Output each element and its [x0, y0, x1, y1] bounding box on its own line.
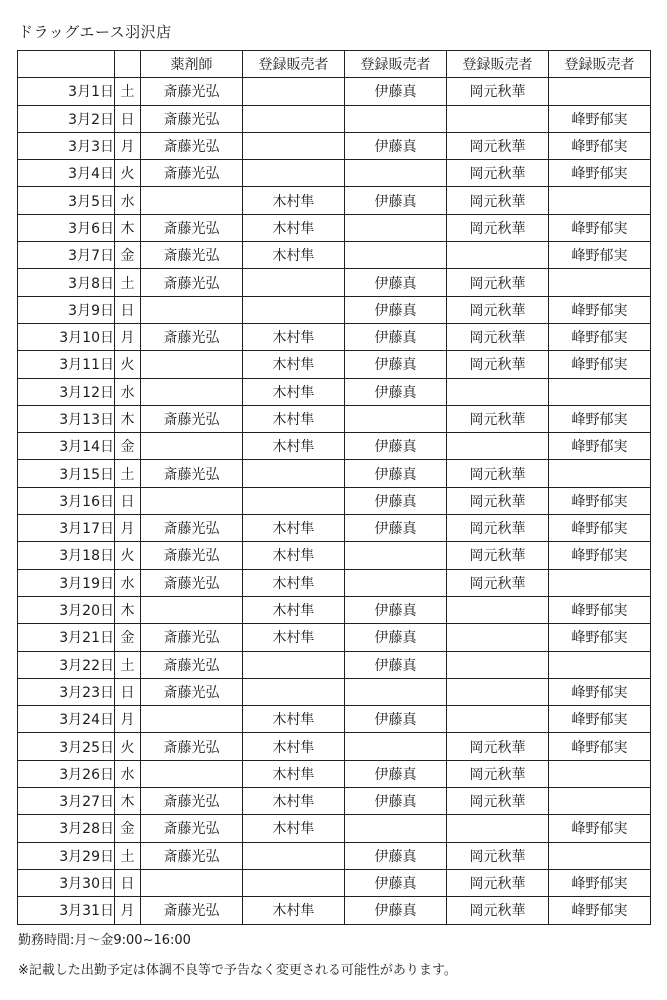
pharmacist-cell	[141, 433, 243, 460]
table-row	[18, 351, 651, 378]
table-row	[18, 596, 651, 623]
seller-2-cell: 伊藤真	[345, 651, 447, 678]
seller-1-cell: 木村隼	[243, 405, 345, 432]
seller-1-cell: 木村隼	[243, 733, 345, 760]
weekday-cell: 月	[115, 323, 141, 350]
seller-2-cell	[345, 678, 447, 705]
seller-2-cell	[345, 542, 447, 569]
weekday-cell: 月	[115, 132, 141, 159]
pharmacist-cell: 斎藤光弘	[141, 160, 243, 187]
table-row	[18, 269, 651, 296]
pharmacist-cell	[141, 296, 243, 323]
weekday-cell: 火	[115, 351, 141, 378]
seller-1-cell	[243, 78, 345, 105]
seller-3-cell: 岡元秋華	[447, 78, 549, 105]
seller-3-cell: 岡元秋華	[447, 842, 549, 869]
weekday-cell: 月	[115, 897, 141, 924]
seller-3-cell: 岡元秋華	[447, 542, 549, 569]
seller-3-cell	[447, 105, 549, 132]
date-cell: 3月23日	[18, 678, 115, 705]
notes	[18, 926, 457, 986]
pharmacist-cell: 斎藤光弘	[141, 651, 243, 678]
seller-1-cell: 木村隼	[243, 624, 345, 651]
pharmacist-cell: 斎藤光弘	[141, 323, 243, 350]
weekday-cell: 金	[115, 433, 141, 460]
date-cell: 3月18日	[18, 542, 115, 569]
seller-1-cell	[243, 651, 345, 678]
seller-4-cell: 峰野郁実	[549, 624, 651, 651]
seller-3-cell	[447, 378, 549, 405]
table-row	[18, 78, 651, 105]
seller-2-cell: 伊藤真	[345, 515, 447, 542]
table-row	[18, 515, 651, 542]
seller-4-cell: 峰野郁実	[549, 105, 651, 132]
pharmacist-cell	[141, 187, 243, 214]
seller-3-cell: 岡元秋華	[447, 897, 549, 924]
table-row	[18, 733, 651, 760]
date-cell: 3月4日	[18, 160, 115, 187]
seller-3-cell	[447, 815, 549, 842]
seller-3-cell	[447, 596, 549, 623]
pharmacist-cell: 斎藤光弘	[141, 269, 243, 296]
date-cell: 3月15日	[18, 460, 115, 487]
seller-1-cell	[243, 460, 345, 487]
seller-2-cell	[345, 569, 447, 596]
seller-3-cell: 岡元秋華	[447, 760, 549, 787]
date-cell: 3月2日	[18, 105, 115, 132]
seller-2-cell: 伊藤真	[345, 132, 447, 159]
weekday-cell: 日	[115, 105, 141, 132]
table-row	[18, 569, 651, 596]
seller-3-cell	[447, 242, 549, 269]
table-row	[18, 678, 651, 705]
weekday-cell: 月	[115, 515, 141, 542]
table-row	[18, 651, 651, 678]
seller-1-cell: 木村隼	[243, 378, 345, 405]
date-cell: 3月25日	[18, 733, 115, 760]
date-cell: 3月24日	[18, 706, 115, 733]
weekday-cell: 木	[115, 214, 141, 241]
header-registered-seller-4: 登録販売者	[549, 51, 651, 78]
disclaimer-note: ※記載した出勤予定は体調不良等で予告なく変更される可能性があります。	[18, 963, 457, 978]
seller-2-cell: 伊藤真	[345, 788, 447, 815]
table-row	[18, 706, 651, 733]
date-cell: 3月14日	[18, 433, 115, 460]
weekday-cell: 日	[115, 487, 141, 514]
table-row	[18, 296, 651, 323]
table-row	[18, 160, 651, 187]
pharmacist-cell	[141, 487, 243, 514]
header-weekday	[115, 51, 141, 78]
header-registered-seller-1: 登録販売者	[243, 51, 345, 78]
pharmacist-cell: 斎藤光弘	[141, 78, 243, 105]
seller-4-cell: 峰野郁実	[549, 869, 651, 896]
seller-1-cell	[243, 269, 345, 296]
seller-2-cell	[345, 105, 447, 132]
date-cell: 3月11日	[18, 351, 115, 378]
seller-4-cell	[549, 378, 651, 405]
seller-4-cell: 峰野郁実	[549, 296, 651, 323]
date-cell: 3月1日	[18, 78, 115, 105]
seller-4-cell: 峰野郁実	[549, 542, 651, 569]
header-registered-seller-3: 登録販売者	[447, 51, 549, 78]
weekday-cell: 水	[115, 569, 141, 596]
table-row	[18, 487, 651, 514]
date-cell: 3月5日	[18, 187, 115, 214]
seller-2-cell: 伊藤真	[345, 706, 447, 733]
weekday-cell: 火	[115, 160, 141, 187]
table-row	[18, 433, 651, 460]
working-hours-note: 勤務時間:月～金9:00~16:00	[18, 933, 191, 948]
table-row	[18, 815, 651, 842]
seller-1-cell: 木村隼	[243, 351, 345, 378]
seller-4-cell	[549, 78, 651, 105]
seller-1-cell	[243, 869, 345, 896]
seller-1-cell: 木村隼	[243, 760, 345, 787]
pharmacist-cell: 斎藤光弘	[141, 733, 243, 760]
pharmacist-cell	[141, 351, 243, 378]
seller-2-cell: 伊藤真	[345, 378, 447, 405]
weekday-cell: 水	[115, 760, 141, 787]
date-cell: 3月28日	[18, 815, 115, 842]
seller-3-cell: 岡元秋華	[447, 788, 549, 815]
seller-4-cell: 峰野郁実	[549, 132, 651, 159]
seller-3-cell: 岡元秋華	[447, 733, 549, 760]
seller-4-cell	[549, 187, 651, 214]
table-row	[18, 897, 651, 924]
date-cell: 3月6日	[18, 214, 115, 241]
seller-4-cell: 峰野郁実	[549, 733, 651, 760]
table-row	[18, 323, 651, 350]
pharmacist-cell	[141, 378, 243, 405]
date-cell: 3月3日	[18, 132, 115, 159]
staff-schedule-table	[17, 50, 651, 925]
seller-2-cell	[345, 815, 447, 842]
seller-1-cell: 木村隼	[243, 187, 345, 214]
seller-2-cell: 伊藤真	[345, 842, 447, 869]
seller-3-cell	[447, 433, 549, 460]
date-cell: 3月9日	[18, 296, 115, 323]
pharmacist-cell: 斎藤光弘	[141, 624, 243, 651]
seller-4-cell: 峰野郁実	[549, 678, 651, 705]
table-row	[18, 132, 651, 159]
seller-1-cell	[243, 487, 345, 514]
seller-2-cell: 伊藤真	[345, 323, 447, 350]
seller-2-cell	[345, 242, 447, 269]
weekday-cell: 金	[115, 624, 141, 651]
table-row	[18, 542, 651, 569]
seller-3-cell: 岡元秋華	[447, 187, 549, 214]
pharmacist-cell: 斎藤光弘	[141, 897, 243, 924]
weekday-cell: 土	[115, 269, 141, 296]
seller-3-cell: 岡元秋華	[447, 351, 549, 378]
seller-4-cell: 峰野郁実	[549, 433, 651, 460]
pharmacist-cell: 斎藤光弘	[141, 460, 243, 487]
date-cell: 3月22日	[18, 651, 115, 678]
pharmacist-cell	[141, 869, 243, 896]
date-cell: 3月12日	[18, 378, 115, 405]
pharmacist-cell: 斎藤光弘	[141, 842, 243, 869]
weekday-cell: 火	[115, 733, 141, 760]
table-row	[18, 842, 651, 869]
seller-2-cell: 伊藤真	[345, 433, 447, 460]
pharmacist-cell	[141, 596, 243, 623]
pharmacist-cell: 斎藤光弘	[141, 788, 243, 815]
weekday-cell: 土	[115, 651, 141, 678]
seller-4-cell: 峰野郁実	[549, 160, 651, 187]
seller-4-cell: 峰野郁実	[549, 897, 651, 924]
seller-4-cell: 峰野郁実	[549, 214, 651, 241]
seller-1-cell: 木村隼	[243, 323, 345, 350]
weekday-cell: 水	[115, 378, 141, 405]
seller-4-cell	[549, 569, 651, 596]
date-cell: 3月30日	[18, 869, 115, 896]
seller-2-cell: 伊藤真	[345, 596, 447, 623]
pharmacist-cell: 斎藤光弘	[141, 105, 243, 132]
table-row	[18, 378, 651, 405]
seller-3-cell	[447, 706, 549, 733]
pharmacist-cell: 斎藤光弘	[141, 542, 243, 569]
weekday-cell: 木	[115, 596, 141, 623]
pharmacist-cell	[141, 760, 243, 787]
pharmacist-cell: 斎藤光弘	[141, 515, 243, 542]
date-cell: 3月29日	[18, 842, 115, 869]
header-registered-seller-2: 登録販売者	[345, 51, 447, 78]
date-cell: 3月16日	[18, 487, 115, 514]
seller-2-cell: 伊藤真	[345, 869, 447, 896]
header-date	[18, 51, 115, 78]
seller-1-cell	[243, 842, 345, 869]
pharmacist-cell: 斎藤光弘	[141, 214, 243, 241]
date-cell: 3月31日	[18, 897, 115, 924]
seller-2-cell: 伊藤真	[345, 296, 447, 323]
seller-1-cell	[243, 132, 345, 159]
seller-4-cell	[549, 460, 651, 487]
seller-3-cell: 岡元秋華	[447, 515, 549, 542]
weekday-cell: 月	[115, 706, 141, 733]
schedule-body	[18, 78, 651, 924]
seller-4-cell	[549, 788, 651, 815]
date-cell: 3月21日	[18, 624, 115, 651]
pharmacist-cell: 斎藤光弘	[141, 569, 243, 596]
date-cell: 3月10日	[18, 323, 115, 350]
table-row	[18, 460, 651, 487]
seller-4-cell	[549, 760, 651, 787]
table-row	[18, 869, 651, 896]
seller-3-cell: 岡元秋華	[447, 487, 549, 514]
seller-4-cell: 峰野郁実	[549, 596, 651, 623]
weekday-cell: 土	[115, 460, 141, 487]
seller-3-cell	[447, 678, 549, 705]
seller-4-cell: 峰野郁実	[549, 405, 651, 432]
pharmacist-cell: 斎藤光弘	[141, 405, 243, 432]
seller-2-cell	[345, 160, 447, 187]
date-cell: 3月8日	[18, 269, 115, 296]
weekday-cell: 水	[115, 187, 141, 214]
seller-1-cell: 木村隼	[243, 242, 345, 269]
seller-1-cell	[243, 296, 345, 323]
weekday-cell: 木	[115, 405, 141, 432]
weekday-cell: 土	[115, 78, 141, 105]
seller-3-cell: 岡元秋華	[447, 405, 549, 432]
pharmacist-cell: 斎藤光弘	[141, 678, 243, 705]
header-pharmacist: 薬剤師	[141, 51, 243, 78]
seller-2-cell: 伊藤真	[345, 187, 447, 214]
seller-2-cell	[345, 733, 447, 760]
seller-4-cell: 峰野郁実	[549, 323, 651, 350]
table-row	[18, 214, 651, 241]
weekday-cell: 木	[115, 788, 141, 815]
pharmacist-cell: 斎藤光弘	[141, 132, 243, 159]
seller-1-cell: 木村隼	[243, 515, 345, 542]
seller-1-cell: 木村隼	[243, 788, 345, 815]
seller-2-cell: 伊藤真	[345, 897, 447, 924]
date-cell: 3月26日	[18, 760, 115, 787]
seller-4-cell	[549, 269, 651, 296]
seller-1-cell: 木村隼	[243, 569, 345, 596]
weekday-cell: 日	[115, 869, 141, 896]
seller-3-cell	[447, 651, 549, 678]
seller-4-cell: 峰野郁実	[549, 815, 651, 842]
table-row	[18, 105, 651, 132]
seller-1-cell: 木村隼	[243, 815, 345, 842]
seller-2-cell: 伊藤真	[345, 269, 447, 296]
seller-1-cell: 木村隼	[243, 542, 345, 569]
seller-3-cell: 岡元秋華	[447, 269, 549, 296]
seller-1-cell: 木村隼	[243, 706, 345, 733]
seller-4-cell: 峰野郁実	[549, 242, 651, 269]
pharmacist-cell	[141, 706, 243, 733]
seller-2-cell: 伊藤真	[345, 487, 447, 514]
seller-4-cell: 峰野郁実	[549, 706, 651, 733]
seller-4-cell: 峰野郁実	[549, 351, 651, 378]
weekday-cell: 日	[115, 296, 141, 323]
seller-3-cell: 岡元秋華	[447, 214, 549, 241]
table-row	[18, 760, 651, 787]
seller-3-cell: 岡元秋華	[447, 323, 549, 350]
seller-4-cell: 峰野郁実	[549, 487, 651, 514]
seller-1-cell	[243, 105, 345, 132]
seller-4-cell	[549, 842, 651, 869]
pharmacist-cell: 斎藤光弘	[141, 815, 243, 842]
seller-3-cell: 岡元秋華	[447, 569, 549, 596]
date-cell: 3月13日	[18, 405, 115, 432]
table-row	[18, 405, 651, 432]
seller-3-cell	[447, 624, 549, 651]
seller-2-cell: 伊藤真	[345, 460, 447, 487]
seller-2-cell	[345, 214, 447, 241]
store-title: ドラッグエース羽沢店	[18, 23, 172, 41]
weekday-cell: 金	[115, 242, 141, 269]
seller-1-cell: 木村隼	[243, 596, 345, 623]
table-row	[18, 788, 651, 815]
weekday-cell: 火	[115, 542, 141, 569]
seller-2-cell: 伊藤真	[345, 760, 447, 787]
seller-3-cell: 岡元秋華	[447, 460, 549, 487]
table-row	[18, 242, 651, 269]
seller-4-cell	[549, 651, 651, 678]
header-row	[18, 51, 651, 78]
seller-2-cell	[345, 405, 447, 432]
seller-1-cell	[243, 160, 345, 187]
seller-4-cell: 峰野郁実	[549, 515, 651, 542]
date-cell: 3月19日	[18, 569, 115, 596]
seller-3-cell: 岡元秋華	[447, 132, 549, 159]
weekday-cell: 土	[115, 842, 141, 869]
seller-2-cell: 伊藤真	[345, 351, 447, 378]
seller-1-cell: 木村隼	[243, 214, 345, 241]
pharmacist-cell: 斎藤光弘	[141, 242, 243, 269]
table-row	[18, 624, 651, 651]
seller-3-cell: 岡元秋華	[447, 160, 549, 187]
seller-3-cell: 岡元秋華	[447, 296, 549, 323]
seller-1-cell: 木村隼	[243, 433, 345, 460]
date-cell: 3月17日	[18, 515, 115, 542]
date-cell: 3月20日	[18, 596, 115, 623]
seller-3-cell: 岡元秋華	[447, 869, 549, 896]
seller-1-cell	[243, 678, 345, 705]
table-row	[18, 187, 651, 214]
weekday-cell: 日	[115, 678, 141, 705]
seller-2-cell: 伊藤真	[345, 624, 447, 651]
date-cell: 3月7日	[18, 242, 115, 269]
weekday-cell: 金	[115, 815, 141, 842]
date-cell: 3月27日	[18, 788, 115, 815]
seller-1-cell: 木村隼	[243, 897, 345, 924]
seller-2-cell: 伊藤真	[345, 78, 447, 105]
